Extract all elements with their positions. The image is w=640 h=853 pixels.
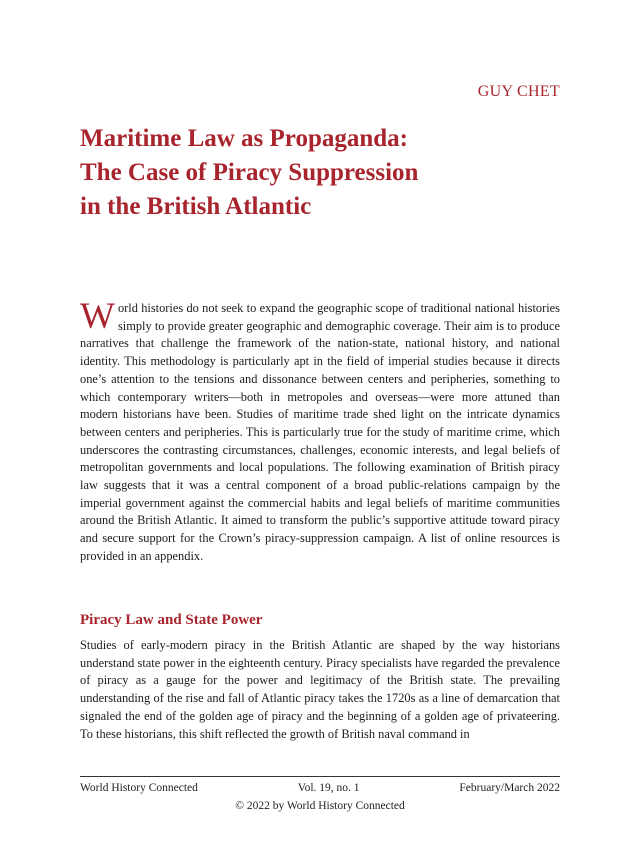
section-paragraph: Studies of early-modern piracy in the British Atlantic are shaped by the way historians understand state power in the eighteenth century. Piracy specialists have regarded the prevalence of piracy as a gauge for the power and legitimacy of the British state. The prevailing understanding of the rise and fall of Atlantic piracy takes the 1720s as a line of demarcation that signaled the end of the golden age of piracy and the beginning of a golden age of privateering. To these historians, this shift reflected the growth of British naval command in bbox=[80, 638, 560, 741]
author-name: GUY CHET bbox=[477, 83, 560, 100]
footer-rule bbox=[80, 776, 560, 777]
drop-cap: W bbox=[80, 296, 115, 337]
footer bbox=[80, 782, 560, 794]
article-title bbox=[80, 122, 560, 224]
title-line-1: Maritime Law as Propaganda: bbox=[80, 125, 408, 152]
title-line-3: in the British Atlantic bbox=[80, 193, 312, 220]
intro-text: orld histories do not seek to expand the geographic scope of traditional national histories simply to provide greater geographic and demographic coverage. Their aim is to produce narratives that challenge the framework of the nation-state, national history, and national identity. This methodology is particularly apt in the field of imperial studies because it directs one’s attention to the tensions and dissonance between centers and peripheries, something to which contemporary writers—both in metropoles and overseas—were more attuned than modern historians have been. Studies of maritime trade shed light on the intricate dynamics between centers and peripheries. This is particularly true for the study of maritime crime, which underscores the contrasting circumstances, challenges, economic interests, and legal beliefs of metropolitan governments and local populations. The following examination of British piracy law suggests that it was a central component of a broad public-relations campaign by the imperial government against the commercial habits and legal beliefs of maritime communities around the British Atlantic. It aimed to transform the public’s supportive attitude toward piracy and secure support for the Crown’s piracy-suppression campaign. A list of online resources is provided in an appendix. bbox=[80, 301, 560, 563]
footer-copyright: © 2022 by World History Connected bbox=[235, 800, 405, 812]
footer-date: February/March 2022 bbox=[459, 782, 560, 794]
intro-paragraph bbox=[80, 296, 560, 566]
section-heading: Piracy Law and State Power bbox=[80, 612, 263, 628]
footer-volume: Vol. 19, no. 1 bbox=[297, 782, 360, 794]
title-line-2: The Case of Piracy Suppression bbox=[80, 159, 419, 186]
footer-journal: World History Connected bbox=[80, 782, 198, 794]
